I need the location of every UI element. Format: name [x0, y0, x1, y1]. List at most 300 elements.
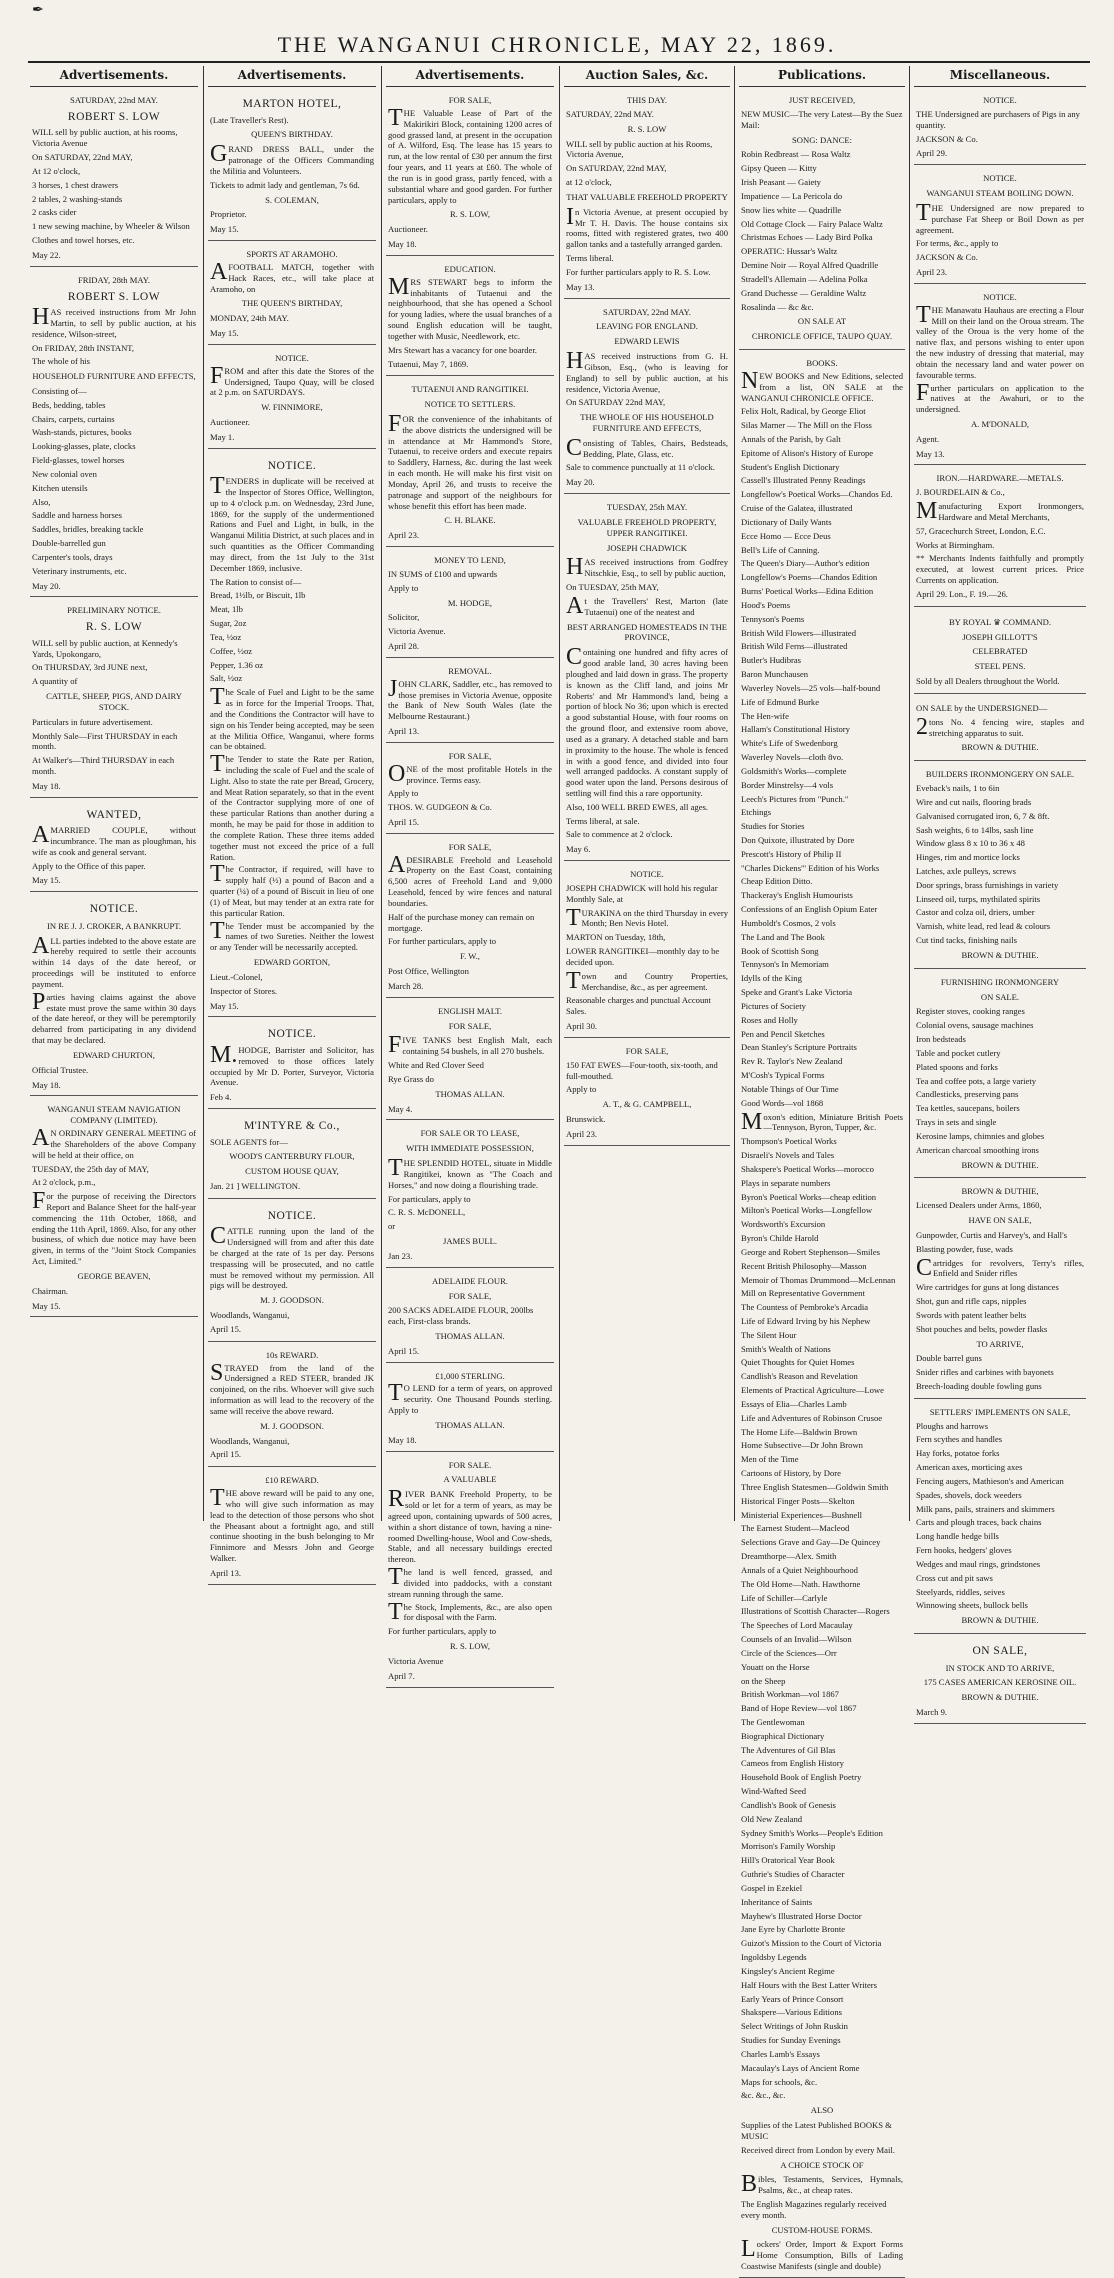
ad-text: Thackeray's English Humourists: [741, 890, 853, 901]
ad-text: Candlish's Book of Genesis: [741, 1799, 836, 1810]
ad-heading: FOR SALE,: [625, 1045, 669, 1056]
ad-text: THOMAS ALLAN.: [435, 1419, 505, 1430]
ad-heading: PRELIMINARY NOTICE.: [67, 605, 161, 616]
ad-text: For terms, &c., apply to: [916, 238, 999, 249]
ad-text: SOLE AGENTS for—: [210, 1136, 288, 1147]
ad-text: FOR SALE,: [448, 1020, 492, 1031]
advertisement: [30, 1100, 198, 1317]
ad-text: The Countess of Pembroke's Arcadia: [741, 1302, 869, 1313]
ad-text: Tickets to admit lady and gentleman, 7s 6d.: [210, 179, 360, 190]
ad-date: May 18.: [32, 780, 61, 791]
column-divider: [909, 66, 910, 1521]
ad-text: Historical Finger Posts—Skelton: [741, 1495, 855, 1506]
ad-text: THE SPLENDID HOTEL, situate in Middle Rangitikei, known as "The Coach and Horses," and now doing a flourishing trade.: [388, 1155, 552, 1190]
column-heading: Advertisements.: [208, 66, 376, 87]
ad-text: Plated spoons and forks: [916, 1061, 998, 1072]
ad-text: At 12 o'clock,: [32, 165, 81, 176]
column-divider: [381, 66, 382, 1521]
ad-text: On FRIDAY, 28th INSTANT,: [32, 342, 135, 353]
advertisement: [208, 1471, 376, 1584]
ad-text: F. W.,: [460, 951, 480, 962]
ad-text: ON SALE.: [980, 991, 1020, 1002]
ad-text: Monthly Sale—First THURSDAY in each month.: [32, 730, 178, 752]
ad-text: Chairs, carpets, curtains: [32, 413, 115, 424]
ad-text: At the Travellers' Rest, Marton (late Tutaenui) one of the neatest and: [566, 592, 728, 619]
ad-text: Proprietor.: [210, 209, 247, 220]
ad-text: Old New Zealand: [741, 1813, 803, 1824]
ad-text: Byron's Poetical Works—cheap edition: [741, 1191, 877, 1202]
ad-text: THOMAS ALLAN.: [435, 1330, 505, 1341]
ad-text: VALUABLE FREEHOLD PROPERTY, UPPER RANGITIKEI.: [577, 516, 717, 538]
ad-text: THE QUEEN'S BIRTHDAY,: [241, 298, 343, 309]
ad-text: On THURSDAY, 3rd JUNE next,: [32, 662, 148, 673]
ad-text: Hallam's Constitutional History: [741, 724, 850, 735]
ad-text: Ploughs and harrows: [916, 1420, 989, 1431]
ad-text: Also,: [32, 496, 51, 507]
ad-text: Works at Birmingham.: [916, 539, 995, 550]
ad-text: Confessions of an English Opium Eater: [741, 904, 878, 915]
ad-text: British Wild Ferns—illustrated: [741, 641, 848, 652]
ad-text: Demine Noir — Royal Alfred Quadrille: [741, 260, 879, 271]
ad-text: Three English Statesmen—Goldwin Smith: [741, 1481, 889, 1492]
ad-text: Wash-stands, pictures, books: [32, 427, 132, 438]
ad-text: Book of Scottish Song: [741, 945, 819, 956]
ad-text: On SATURDAY, 22nd MAY,: [566, 163, 667, 174]
ad-text: April 29. Lon., F. 19.—26.: [916, 588, 1008, 599]
ad-text: Student's English Dictionary: [741, 461, 840, 472]
ad-text: The Earnest Student—Macleod: [741, 1523, 850, 1534]
ad-date: May 13.: [566, 281, 595, 292]
ad-date: April 28.: [388, 641, 420, 652]
ad-text: Longfellow's Poems—Chandos Edition: [741, 572, 878, 583]
ad-heading: BROWN & DUTHIE,: [961, 1186, 1039, 1197]
ad-text: HAS received instructions from G. H. Gibson, Esq., (who is leaving for England) to sell by public auction, at his residence, Victoria Avenue,: [566, 348, 728, 394]
ad-text: Quiet Thoughts for Quiet Homes: [741, 1357, 855, 1368]
ad-text: Manufacturing Export Ironmongers, Hardware and Metal Merchants,: [916, 498, 1084, 525]
ad-text: Veterinary instruments, etc.: [32, 565, 127, 576]
ad-text: Gunpowder, Curtis and Harvey's, and Hall's: [916, 1229, 1067, 1240]
ad-text: RIVER BANK Freehold Property, to be sold or let for a term of years, as may be agreed upon, containing upwards of 500 acres, within a short distance of town, having a nine-roomed Dwelling-house, Wool and Cow-sheds, Stable, and all necessary buildings erected thereon.: [388, 1486, 552, 1565]
ad-text: Burns' Poetical Works—Edina Edition: [741, 586, 874, 597]
ad-text: Rev R. Taylor's New Zealand: [741, 1056, 843, 1067]
ad-text: The Queen's Diary—Author's edition: [741, 558, 870, 569]
ad-text: Saddles, bridles, breaking tackle: [32, 524, 144, 535]
ad-text: Humboldt's Cosmos, 2 vols: [741, 917, 836, 928]
ad-text: On SATURDAY 22nd MAY,: [566, 397, 666, 408]
column-heading: Publications.: [739, 66, 905, 87]
ad-text: Idylls of the King: [741, 973, 802, 984]
ad-text: "Charles Dickens'" Edition of his Works: [741, 862, 880, 873]
ad-text: Charles Lamb's Essays: [741, 2048, 820, 2059]
ad-text: The Gentlewoman: [741, 1717, 805, 1727]
ad-date: May 22.: [32, 249, 61, 260]
ad-text: WILL sell by public auction, at his rooms, Victoria Avenue: [32, 127, 178, 149]
ad-text: Linseed oil, turps, mythilated spirits: [916, 893, 1041, 904]
ad-text: CUSTOM HOUSE QUAY,: [245, 1166, 339, 1177]
ad-text: Woodlands, Wanganui,: [210, 1310, 290, 1321]
ad-heading: TUTAENUI AND RANGITIKEI.: [411, 384, 529, 395]
ad-text: Mayhew's Illustrated Horse Doctor: [741, 1910, 862, 1921]
ad-text: American axes, morticing axes: [916, 1462, 1023, 1473]
ad-text: Stradell's Allemain — Adelina Polka: [741, 273, 868, 284]
advertisement: [208, 453, 376, 1018]
ad-text: WITH IMMEDIATE POSSESSION,: [406, 1143, 534, 1154]
ad-text: American charcoal smoothing irons: [916, 1144, 1039, 1155]
ad-text: Jane Eyre by Charlotte Bronte: [741, 1924, 846, 1935]
ad-text: British Workman—vol 1867: [741, 1689, 839, 1700]
ad-text: Castor and colza oil, driers, umber: [916, 907, 1035, 918]
ad-text: Baron Munchausen: [741, 669, 809, 680]
ad-text: Apply to: [388, 788, 419, 799]
ad-text: On SATURDAY, 22nd MAY,: [32, 152, 133, 163]
ad-title: NOTICE.: [89, 903, 139, 916]
ad-text: Cheap Edition Ditto.: [741, 876, 813, 887]
ad-text: The Hen-wife: [741, 710, 789, 721]
ad-text: Don Quixote, illustrated by Dore: [741, 835, 855, 845]
ad-text: White's Life of Swedenborg: [741, 738, 838, 749]
ad-title: NOTICE.: [267, 1209, 317, 1222]
ad-text: Further particulars on application to the natives at the Awahuri, or to the undersigned.: [916, 379, 1084, 415]
ad-text: WILL sell by public auction, at Kennedy's Yards, Upokongaro,: [32, 637, 178, 659]
ad-text: Victoria Avenue: [388, 1655, 444, 1666]
ad-text: Breech-loading double fowling guns: [916, 1380, 1042, 1391]
ad-text: Notable Things of Our Time: [741, 1083, 839, 1094]
ad-date: Feb 4.: [210, 1092, 232, 1103]
ad-text: Early Years of Prince Consort: [741, 1993, 844, 2004]
advertisement: [914, 611, 1086, 694]
ad-text: Cut tind tacks, finishing nails: [916, 935, 1017, 946]
advertisement: [386, 1272, 554, 1363]
ad-text: Chairman.: [32, 1285, 69, 1296]
ad-date: May 20.: [566, 477, 595, 488]
ad-text: W. FINNIMORE,: [261, 402, 323, 413]
ad-text: Hay forks, potatoe forks: [916, 1448, 1000, 1459]
advertisement: [914, 169, 1086, 284]
ad-text: Field-glasses, towel horses: [32, 455, 125, 466]
ad-text: Shot pouches and belts, powder flasks: [916, 1323, 1048, 1334]
ad-text: Candlesticks, preserving pans: [916, 1089, 1019, 1100]
ad-heading: SETTLERS' IMPLEMENTS ON SALE,: [929, 1406, 1071, 1417]
ad-text: Men of the Time: [741, 1454, 799, 1465]
ad-text: R. S. LOW: [627, 123, 667, 134]
ad-text: Epitome of Alison's History of Europe: [741, 447, 874, 458]
ad-text: Meat, 1lb: [210, 604, 243, 615]
ad-text: Kerosine lamps, chimnies and globes: [916, 1130, 1045, 1141]
ad-date: April 23.: [566, 1128, 598, 1139]
ad-text: Wordsworth's Excursion: [741, 1219, 826, 1230]
ad-text: BROWN & DUTHIE.: [961, 1615, 1039, 1626]
ad-text: Youatt on the Horse: [741, 1661, 810, 1672]
ad-text: Bell's Life of Canning.: [741, 544, 820, 555]
ad-heading: ENGLISH MALT.: [438, 1005, 502, 1016]
ad-text: GRAND DRESS BALL, under the patronage of the Officers Commanding the Militia and Volunteers.: [210, 141, 374, 176]
ad-text: Cartoons of History, by Dore: [741, 1468, 841, 1479]
ad-text: 175 CASES AMERICAN KEROSINE OIL.: [923, 1677, 1077, 1688]
ad-text: Terms liberal.: [566, 253, 614, 264]
ad-date: April 29.: [916, 148, 948, 159]
ad-text: Sash weights, 6 to 14lbs, sash line: [916, 824, 1034, 835]
ad-text: BEST ARRANGED HOMESTEADS IN THE PROVINCE,: [566, 621, 728, 643]
ad-heading: FRIDAY, 28th MAY.: [77, 274, 151, 285]
ad-text: Annals of the Parish, by Galt: [741, 433, 841, 444]
ad-text: HOUSEHOLD FURNITURE AND EFFECTS,: [32, 371, 196, 382]
ad-text: George and Robert Stephenson—Smiles: [741, 1246, 880, 1257]
ad-heading: JUST RECEIVED,: [788, 95, 856, 106]
ad-text: Victoria Avenue.: [388, 626, 446, 637]
ad-heading: SATURDAY, 22nd MAY.: [70, 95, 158, 106]
column-heading: Auction Sales, &c.: [564, 66, 730, 87]
ad-text: MARTON on Tuesday, 18th,: [566, 932, 666, 943]
ad-text: M.HODGE, Barrister and Solicitor, has removed to those offices lately occupied by Mr D. Porter, Surveyor, Victoria Avenue.: [210, 1041, 374, 1088]
corner-mark: ✒: [32, 3, 44, 18]
ad-text: Cameos from English History: [741, 1758, 844, 1769]
ad-text: Supplies of the Latest Published BOOKS & MUSIC: [741, 2120, 892, 2141]
ad-text: J. BOURDELAIN & Co.,: [916, 487, 1005, 498]
ad-heading: NOTICE.: [983, 173, 1017, 184]
ad-text: C. R. S. McDONELL,: [388, 1207, 466, 1218]
ad-text: Ingoldsby Legends: [741, 1952, 807, 1963]
ad-text: Consisting of—: [32, 385, 87, 396]
ad-text: Spades, shovels, dock weeders: [916, 1489, 1022, 1500]
ad-text: Speke and Grant's Lake Victoria: [741, 987, 853, 998]
ad-text: Life of Schiller—Carlyle: [741, 1592, 828, 1603]
ad-heading: NOTICE.: [630, 869, 664, 880]
ad-text: Trays in sets and single: [916, 1117, 997, 1128]
ad-title: WANTED,: [86, 808, 142, 821]
ad-heading: BUILDERS IRONMONGERY ON SALE.: [925, 769, 1075, 780]
ad-date: May 6.: [566, 844, 591, 855]
ad-text: FOR SALE,: [448, 1290, 492, 1301]
advertisement: [30, 601, 198, 797]
ad-text: Double-barrelled gun: [32, 538, 106, 549]
ad-text: Selections Grave and Gay—De Quincey: [741, 1537, 881, 1548]
ad-text: Felix Holt, Radical, by George Eliot: [741, 406, 866, 417]
ad-text: CATTLE, SHEEP, PIGS, AND DAIRY STOCK.: [46, 691, 182, 712]
ad-text: Long handle hedge bills: [916, 1531, 999, 1542]
ad-text: Old Cottage Clock — Fairy Palace Waltz: [741, 218, 883, 229]
ad-text: Impatience — La Pericola do: [741, 190, 843, 201]
ad-text: Iron bedsteads: [916, 1034, 966, 1045]
ad-text: BY ROYAL ♛ COMMAND.: [948, 616, 1052, 627]
ad-text: Circle of the Sciences—Orr: [741, 1647, 837, 1658]
ad-text: HAS received instructions from Mr John Martin, to sell by public auction, at his residence, Wilson-street,: [32, 304, 196, 339]
ad-text: The English Magazines regularly received every month.: [741, 2198, 887, 2220]
ad-heading: IRON.—HARDWARE.—METALS.: [936, 473, 1064, 484]
ad-text: Terms liberal, at sale.: [566, 815, 640, 826]
ad-text: THE Manawatu Hauhaus are erecting a Flour Mill on their land on the Oroua stream. The valley of the Oroua is the very home of the native flax, and persons wishing to enter upon the new industry of dressing that material, may obtain the necessary land and water power on favourable terms.: [916, 301, 1084, 380]
ad-text: M. J. GOODSON.: [260, 1295, 324, 1306]
ad-heading: 10s REWARD.: [265, 1349, 319, 1360]
ad-text: Essays of Elia—Charles Lamb: [741, 1398, 847, 1409]
ad-text: LEAVING FOR ENGLAND.: [596, 321, 698, 332]
ad-text: Carpenter's tools, drays: [32, 551, 113, 562]
ad-text: JACKSON & Co.: [916, 133, 978, 144]
ad-heading: FOR SALE,: [448, 95, 492, 106]
ad-text: Brunswick.: [566, 1114, 606, 1125]
ad-heading: BOOKS.: [806, 358, 838, 369]
ad-text: EDWARD LEWIS: [614, 336, 680, 347]
ad-date: May 18.: [388, 239, 417, 250]
ad-text: Consisting of Tables, Chairs, Bedsteads, Bedding, Plate, Glass, etc.: [566, 434, 728, 461]
ad-text: THE Undersigned are purchasers of Pigs in any quantity.: [916, 108, 1080, 130]
ad-text: ONE of the most profitable Hotels in the province. Terms easy.: [388, 760, 552, 787]
ad-text: THAT VALUABLE FREEHOLD PROPERTY: [566, 191, 728, 202]
ad-date: May 13.: [916, 448, 945, 459]
masthead-rule: [28, 61, 1090, 63]
ad-text: Border Minstrelsy—4 vols: [741, 779, 834, 790]
advertisement: [914, 288, 1086, 466]
ad-text: Roses and Holly: [741, 1014, 798, 1025]
ad-text: QUEEN'S BIRTHDAY.: [251, 129, 333, 140]
ad-text: Blasting powder, fuse, wads: [916, 1243, 1013, 1254]
ad-text: THOS. W. GUDGEON & Co.: [388, 802, 492, 813]
ad-text: Morrison's Family Worship: [741, 1841, 836, 1852]
advertisement: [208, 245, 376, 345]
ad-heading: £1,000 STERLING.: [435, 1370, 505, 1381]
ad-text: Shot, gun and rifle caps, nipples: [916, 1296, 1027, 1307]
ad-heading: EDUCATION.: [444, 263, 496, 274]
ad-text: A quantity of: [32, 676, 78, 687]
ad-text: The Adventures of Gil Blas: [741, 1744, 836, 1755]
column-6: [914, 66, 1086, 1718]
ad-text: ON SALE by the UNDERSIGNED—: [916, 702, 1048, 713]
ad-text: Kitchen utensils: [32, 482, 88, 493]
ad-text: April 15.: [210, 1449, 242, 1460]
ad-text: Sale to commence punctually at 11 o'clock.: [566, 462, 715, 473]
ad-text: Eveback's nails, 1 to 6in: [916, 783, 1000, 794]
ad-text: Winnowing sheets, bullock bells: [916, 1600, 1028, 1611]
ad-heading: ADELAIDE FLOUR.: [432, 1275, 508, 1286]
ad-text: The Home Life—Baldwin Brown: [741, 1426, 858, 1437]
ad-text: Recent British Philosophy—Masson: [741, 1260, 867, 1271]
ad-text: WILL sell by public auction at his Rooms, Victoria Avenue,: [566, 138, 713, 160]
ad-text: Dictionary of Daily Wants: [741, 516, 832, 527]
column-5: [739, 66, 905, 2272]
ad-text: JOSEPH GILLOTT'S: [962, 631, 1038, 642]
ad-title: M'INTYRE & Co.,: [244, 1120, 340, 1133]
ad-text: Looking-glasses, plate, clocks: [32, 441, 136, 452]
ad-text: CATTLE running upon the land of the Undersigned will from and after this date be charged at the rate of 1s per day. Persons trespassing will be prosecuted, and no cattle must be removed without my permission. All pigs will be destroyed.: [210, 1223, 374, 1291]
ad-text: Cassell's Illustrated Penny Readings: [741, 475, 866, 486]
ad-text: &c. &c., &c.: [741, 2090, 786, 2101]
ad-text: BROWN & DUTHIE.: [961, 1159, 1039, 1170]
ad-heading: FOR SALE.: [448, 1459, 492, 1470]
ad-text: Macaulay's Lays of Ancient Rome: [741, 2062, 860, 2073]
ad-text: Disraeli's Novels and Tales: [741, 1150, 835, 1161]
ad-date: April 15.: [388, 817, 420, 827]
ad-text: The land is well fenced, grassed, and divided into paddocks, with a constant stream running through the same.: [388, 1564, 552, 1599]
ad-text: Tea and coffee pots, a large variety: [916, 1075, 1037, 1086]
ad-heading: THIS DAY.: [626, 95, 668, 106]
ad-text: Good Words—vol 1868: [741, 1097, 824, 1108]
advertisement: [208, 1346, 376, 1467]
ad-text: Half Hours with the Best Latter Writers: [741, 1979, 878, 1990]
ad-text: Life of Edward Irving by his Nephew: [741, 1315, 871, 1326]
ad-text: Thompson's Poetical Works: [741, 1136, 837, 1147]
ad-text: S. COLEMAN,: [265, 194, 319, 205]
column-4: [564, 66, 730, 1521]
ad-text: Tea, ½oz: [210, 631, 242, 642]
advertisement: [386, 1367, 554, 1452]
ad-text: Carts and plough traces, back chains: [916, 1517, 1042, 1528]
ad-text: FIVE TANKS best English Malt, each containing 54 bushels, in all 270 bushels.: [388, 1032, 552, 1059]
ad-text: Cruise of the Galatea, illustrated: [741, 503, 853, 514]
ad-text: TUESDAY, the 25th day of MAY,: [32, 1163, 149, 1174]
ad-text: THE Undersigned are now prepared to purchase Fat Sheep or Boil Down as per agreement.: [916, 199, 1084, 235]
advertisement: [914, 1182, 1086, 1398]
ad-text: JACKSON & Co.: [916, 252, 978, 263]
ad-text: Reasonable charges and punctual Account Sales.: [566, 995, 711, 1017]
ad-date: April 13.: [388, 726, 420, 737]
ad-date: May 20.: [32, 580, 61, 591]
ad-text: Saddle and harness horses: [32, 510, 122, 521]
advertisement: [914, 698, 1086, 761]
ad-text: JAMES BULL.: [443, 1236, 497, 1247]
ad-text: Snow lies white — Quadrille: [741, 204, 842, 215]
ad-title: R. S. LOW: [85, 621, 143, 634]
column-divider: [559, 66, 560, 1521]
ad-text: Milk pans, pails, strainers and skimmers: [916, 1503, 1055, 1514]
ad-text: Biographical Dictionary: [741, 1730, 825, 1741]
column-heading: Advertisements.: [30, 66, 198, 87]
ad-text: Parties having claims against the above estate must prove the same within 30 days of the date hereof, or they will be peremptorily debarred from participating in any dividend that may be declared.: [32, 988, 196, 1046]
ad-text: Goldsmith's Works—complete: [741, 765, 847, 776]
ad-text: M. J. GOODSON.: [260, 1420, 324, 1431]
ad-text: At 2 o'clock, p.m.,: [32, 1177, 96, 1188]
ad-text: The Contractor, if required, will have to supply half (½) a pound of Bacon and a quarter (¼) of a pound of Biscuit in lieu of one (1) of Meat, but may tender at an extra rate for this particular Ration.: [210, 861, 374, 918]
ad-text: Milton's Poetical Works—Longfellow: [741, 1205, 873, 1216]
ad-date: May 4.: [388, 1103, 413, 1114]
ad-text: Latches, axle pulleys, screws: [916, 866, 1016, 876]
ad-text: AN ORDINARY GENERAL MEETING of the Shareholders of the above Company will be held at their office, on: [32, 1125, 196, 1160]
ad-text: TENDERS in duplicate will be received at the Inspector of Stores Office, Wellington, up to 4 o'clock p.m. on Wednesday, 23rd June, 1869, for the supply of the undermentioned Rations and Fuel and Light, in bulk, in the Wanganui Militia District, at such places and in such quantities as the Officer Commanding may direct, from the 1st July to the 31st December 1869, inclusive.: [210, 473, 374, 573]
ad-date: March 9.: [916, 1707, 948, 1718]
ad-text: Agent.: [916, 433, 940, 444]
ad-text: Mrs Stewart has a vacancy for one boarder.: [388, 344, 537, 355]
ad-date: May 18.: [32, 1079, 61, 1090]
ad-text: R. S. LOW,: [449, 1641, 491, 1652]
ad-date: April 13.: [210, 1567, 242, 1578]
ad-text: Waverley Novels—25 vols—half-bound: [741, 682, 881, 693]
ad-text: ** Merchants Indents faithfully and promptly executed, at lowest current prices. Price Currents on application.: [916, 553, 1084, 586]
ad-title: ROBERT S. LOW: [67, 110, 161, 123]
ad-text: TO LEND for a term of years, on approved security. One Thousand Pounds sterling. Apply to: [388, 1380, 552, 1416]
ad-text: CELEBRATED: [972, 646, 1028, 657]
advertisement: [208, 91, 376, 241]
ad-text: 57, Gracechurch Street, London, E.C.: [916, 525, 1046, 536]
advertisement: [914, 1638, 1086, 1724]
ad-text: Galvanised corrugated iron, 6, 7 & 8ft.: [916, 810, 1050, 821]
advertisement: [386, 1124, 554, 1267]
advertisement: [739, 91, 905, 350]
advertisement: [208, 1113, 376, 1199]
ad-text: In Victoria Avenue, at present occupied by Mr T. H. Davis. The house contains six rooms, fitted with registered grates, two 400 gallon tanks and a tastefully arranged garden.: [566, 203, 728, 250]
advertisement: [30, 91, 198, 267]
ad-text: Hinges, rim and mortice locks: [916, 852, 1020, 863]
ad-text: STRAYED from the land of the Undersigned a RED STEER, branded JK conjoined, on the ribs. Whoever will give such information as will lead to the recovery of the same will receive the above reward.: [210, 1359, 374, 1416]
ad-text: A. M'DONALD,: [970, 418, 1030, 429]
ad-text: 2tons No. 4 fencing wire, staples and stretching apparatus to suit.: [916, 713, 1084, 740]
advertisement: [208, 1021, 376, 1109]
ad-text: Jan. 21 ] WELLINGTON.: [210, 1180, 301, 1191]
advertisement: [914, 765, 1086, 969]
ad-date: April 15.: [388, 1345, 420, 1356]
ad-text: GEORGE BEAVEN,: [77, 1270, 151, 1281]
ad-text: The whole of his: [32, 356, 90, 367]
ad-text: Pen and Pencil Sketches: [741, 1028, 825, 1039]
ad-text: Ministerial Experiences—Bushnell: [741, 1509, 863, 1520]
ad-text: SONG: DANCE:: [792, 134, 852, 145]
